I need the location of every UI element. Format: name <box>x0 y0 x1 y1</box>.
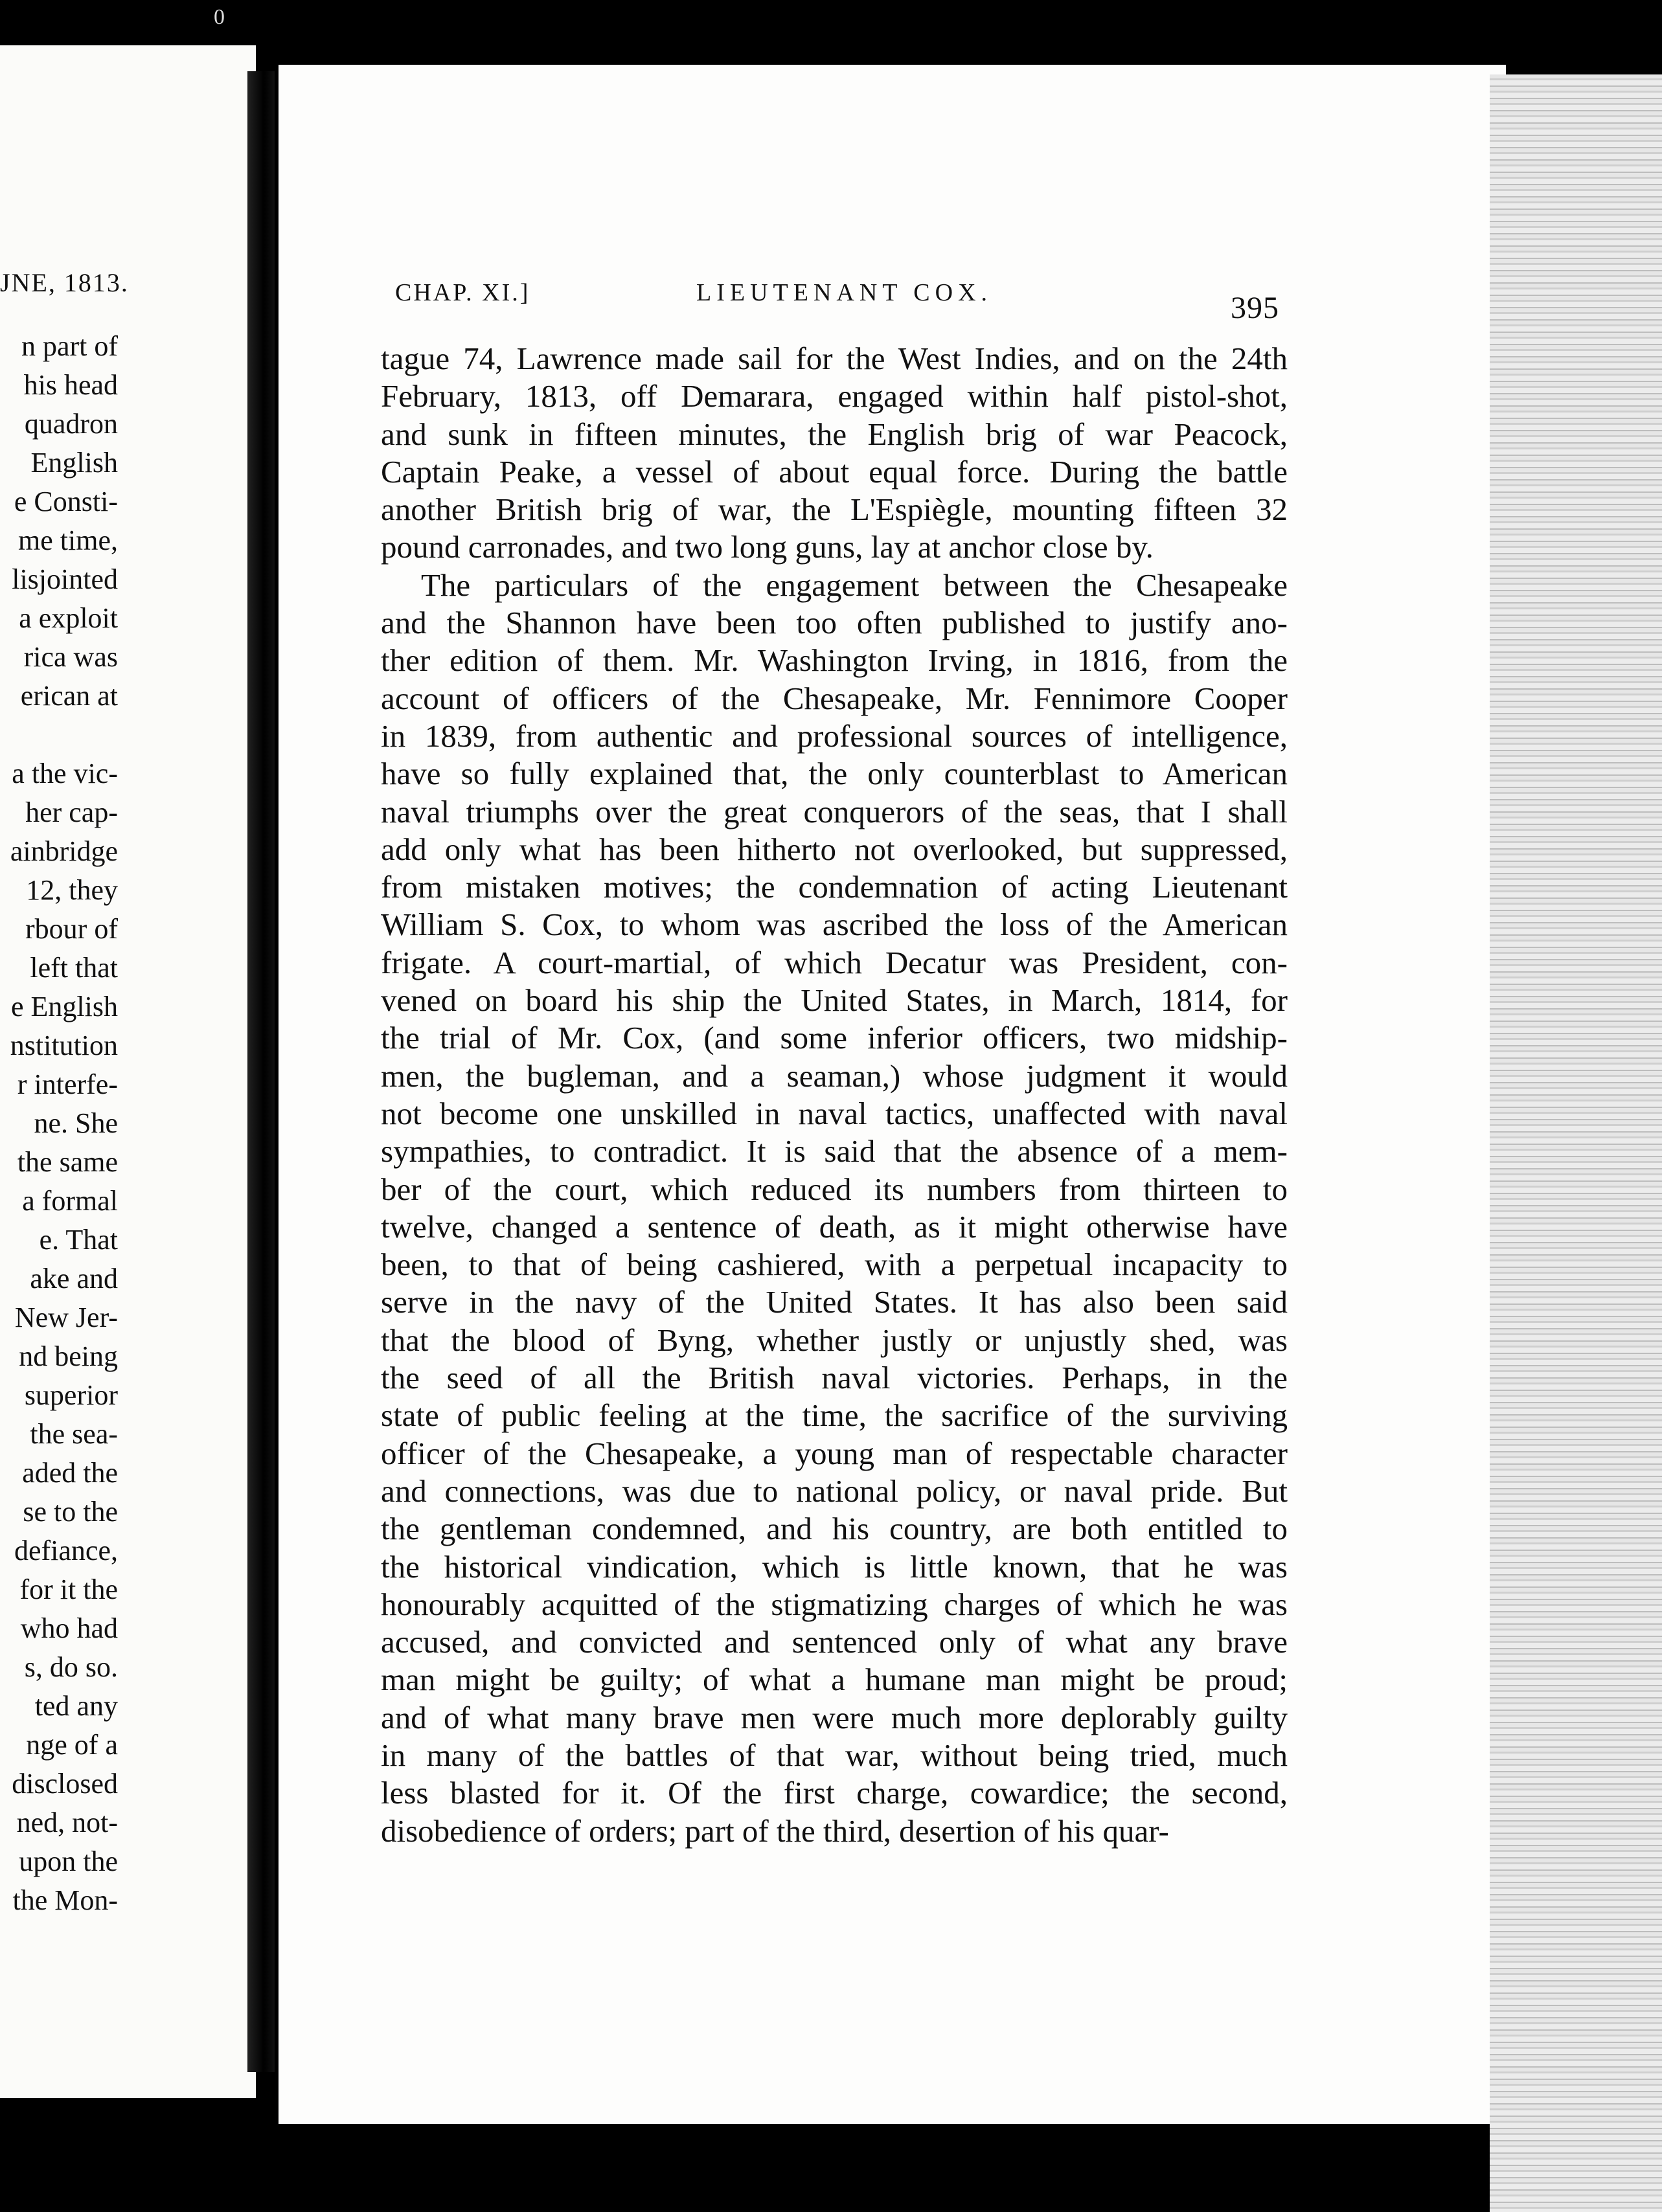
left-page-line: left that <box>30 952 118 984</box>
left-page-line: s, do so. <box>24 1651 118 1683</box>
text-line: sympathies, to contradict. It is said that the absence of a mem- <box>381 1133 1288 1169</box>
text-line: twelve, changed a sentence of death, as it might otherwise have <box>381 1208 1288 1245</box>
left-page-line <box>0 716 118 754</box>
left-page-line: erican at <box>20 680 118 712</box>
left-page-line: 12, they <box>26 874 118 906</box>
left-page-line: r interfe- <box>17 1068 118 1100</box>
text-line: disobedience of orders; part of the third, desertion of his quar- <box>381 1812 1169 1849</box>
page-number: 395 <box>1231 291 1279 325</box>
body-text <box>381 340 1288 1850</box>
left-page-line: rbour of <box>25 913 118 945</box>
left-page-line: a exploit <box>19 602 118 634</box>
text-line: tague 74, Lawrence made sail for the West Indies, and on the 24th <box>381 341 1288 376</box>
left-page-line: ake and <box>30 1263 118 1294</box>
text-line: February, 1813, off Demarara, engaged within half pistol-shot, <box>381 378 1288 414</box>
left-page-line: superior <box>24 1379 118 1411</box>
left-page-line: e Consti- <box>14 486 118 517</box>
text-line: and connections, was due to national policy, or naval pride. But <box>381 1473 1288 1509</box>
text-line: less blasted for it. Of the first charge, cowardice; the second, <box>381 1775 1288 1811</box>
text-line: in many of the battles of that war, without being tried, much <box>381 1737 1288 1773</box>
left-page-line: his head <box>23 369 118 401</box>
left-running-head: JNE, 1813. <box>0 268 129 297</box>
text-line: serve in the navy of the United States. It has also been said <box>381 1284 1288 1320</box>
left-page-line: quadron <box>24 408 118 440</box>
text-line: The particulars of the engagement between the Chesapeake <box>421 567 1288 603</box>
text-line: been, to that of being cashiered, with a perpetual incapacity to <box>381 1247 1288 1283</box>
text-line: from mistaken motives; the condemnation of acting Lieutenant <box>381 869 1288 905</box>
left-page-line: ainbridge <box>10 835 118 867</box>
stray-mark: 0 <box>214 5 225 29</box>
text-line: have so fully explained that, the only counterblast to American <box>381 756 1288 792</box>
left-page-line: ted any <box>34 1690 118 1722</box>
text-line: and sunk in fifteen minutes, the English brig of war Peacock, <box>381 416 1288 452</box>
text-line: the historical vindication, which is little known, that he was <box>381 1548 1288 1585</box>
left-page-line: the sea- <box>30 1418 118 1450</box>
text-line: the trial of Mr. Cox, (and some inferior officers, two midship- <box>381 1020 1288 1056</box>
text-line: another British brig of war, the L'Espiègle, mounting fifteen 32 <box>381 491 1288 528</box>
left-page-line: lisjointed <box>12 563 118 595</box>
text-line: accused, and convicted and sentenced only of what any brave <box>381 1624 1288 1660</box>
left-page-line: rica was <box>23 641 118 673</box>
text-line: men, the bugleman, and a seaman,) whose judgment it would <box>381 1057 1288 1094</box>
running-title: LIEUTENANT COX. <box>696 279 993 306</box>
left-page-line: ned, not- <box>16 1807 118 1838</box>
left-page-line: ne. She <box>34 1107 118 1139</box>
left-page-line: e. That <box>39 1224 118 1256</box>
chapter-label: CHAP. XI.] <box>395 279 530 306</box>
paragraph <box>381 340 1288 567</box>
left-facing-page <box>0 45 256 2098</box>
left-page-line: se to the <box>23 1496 118 1528</box>
left-page-line: English <box>30 447 118 479</box>
text-line: add only what has been hitherto not overlooked, but suppressed, <box>381 831 1288 867</box>
left-page-line: defiance, <box>14 1535 118 1566</box>
text-line: in 1839, from authentic and professional sources of intelligence, <box>381 717 1288 754</box>
text-line: not become one unskilled in naval tactics, unaffected with naval <box>381 1095 1288 1131</box>
paragraph <box>381 567 1288 1850</box>
left-page-line: nd being <box>19 1340 118 1372</box>
text-line: officer of the Chesapeake, a young man of respectable character <box>381 1435 1288 1471</box>
left-page-line: e English <box>11 991 118 1022</box>
text-line: the seed of all the British naval victories. Perhaps, in the <box>381 1360 1288 1396</box>
text-line: pound carronades, and two long guns, lay at anchor close by. <box>381 529 1154 565</box>
text-line: ther edition of them. Mr. Washington Irving, in 1816, from the <box>381 642 1288 679</box>
left-page-line: the same <box>17 1146 118 1178</box>
text-line: vened on board his ship the United States, in March, 1814, for <box>381 982 1288 1019</box>
left-page-line: for it the <box>19 1574 118 1605</box>
main-page <box>279 65 1506 2124</box>
text-line: William S. Cox, to whom was ascribed the loss of the American <box>381 907 1288 943</box>
left-page-line: aded the <box>22 1457 118 1489</box>
text-line: and the Shannon have been too often published to justify ano- <box>381 605 1288 641</box>
left-page-line: her cap- <box>25 796 118 828</box>
left-page-line: nge of a <box>26 1729 118 1761</box>
left-page-text-column <box>0 327 118 1920</box>
text-line: the gentleman condemned, and his country, are both entitled to <box>381 1511 1288 1547</box>
left-page-line: n part of <box>21 330 118 362</box>
text-line: honourably acquitted of the stigmatizing charges of which he was <box>381 1586 1288 1622</box>
text-line: naval triumphs over the great conquerors of the seas, that I shall <box>381 793 1288 830</box>
left-page-line: me time, <box>18 525 118 556</box>
text-line: frigate. A court-martial, of which Decatur was President, con- <box>381 944 1288 980</box>
left-page-line: who had <box>20 1612 118 1644</box>
text-line: Captain Peake, a vessel of about equal force. During the battle <box>381 453 1288 490</box>
text-line: ber of the court, which reduced its numbers from thirteen to <box>381 1171 1288 1207</box>
running-header <box>395 278 1574 330</box>
left-page-line: upon the <box>19 1845 118 1877</box>
text-line: account of officers of the Chesapeake, Mr. Fennimore Cooper <box>381 680 1288 716</box>
text-line: man might be guilty; of what a humane man might be proud; <box>381 1662 1288 1698</box>
text-line: that the blood of Byng, whether justly or unjustly shed, was <box>381 1322 1288 1358</box>
left-page-line: nstitution <box>10 1030 118 1061</box>
left-page-line: New Jer- <box>14 1302 118 1333</box>
text-line: and of what many brave men were much more deplorably guilty <box>381 1699 1288 1735</box>
book-gutter <box>247 71 275 2072</box>
left-page-line: a the vic- <box>12 758 118 789</box>
text-line: state of public feeling at the time, the sacrifice of the surviving <box>381 1397 1288 1434</box>
left-page-line: a formal <box>22 1185 118 1217</box>
left-page-line: the Mon- <box>12 1884 118 1916</box>
page-edge-texture <box>1490 74 1662 2212</box>
left-page-line: disclosed <box>12 1768 118 1800</box>
